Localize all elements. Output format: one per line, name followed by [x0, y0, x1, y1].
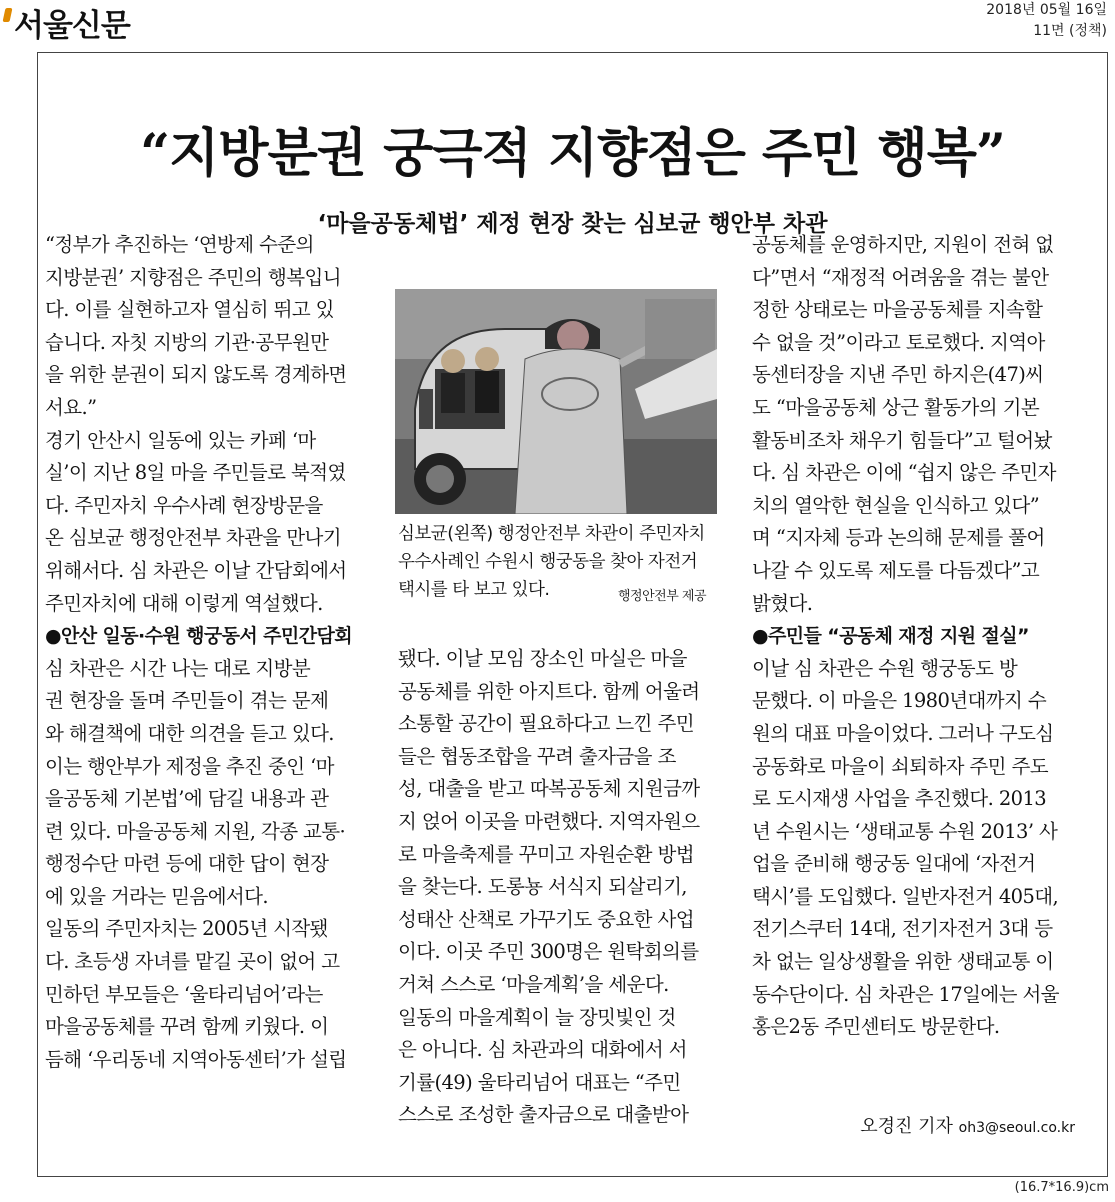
article-text-line: 마을공동체를 꾸려 함께 키웠다. 이 — [45, 1015, 329, 1039]
article-text-line: 와 해결책에 대한 의견을 듣고 있다. — [45, 721, 334, 745]
article-column-2 — [398, 643, 700, 1132]
article-text-line: 지방분권’ 지향점은 주민의 행복입니 — [45, 265, 341, 289]
article-text-line: 정한 상태로는 마을공동체를 지속할 — [752, 298, 1043, 322]
article-text-line: 민하던 부모들은 ‘울타리넘어’라는 — [45, 982, 323, 1006]
article-text-line: 나갈 수 있도록 제도를 다듬겠다”고 — [752, 558, 1040, 582]
article-text-line: 에 있을 거라는 믿음에서다. — [45, 884, 269, 908]
article-text-line: 홍은2동 주민센터도 방문한다. — [752, 1015, 1000, 1039]
article-text-line: 차 없는 일상생활을 위한 생태교통 이 — [752, 950, 1054, 974]
issue-date: 2018년 05월 16일 — [986, 2, 1107, 18]
article-text-line: 다. 이를 실현하고자 열심히 뛰고 있 — [45, 298, 334, 322]
article-text-line: 소통할 공간이 필요하다고 느낀 주민 — [398, 712, 694, 736]
article-text-line: 성, 대출을 받고 따복공동체 지원금까 — [398, 777, 700, 801]
article-text-line: 다”면서 “재정적 어려움을 겪는 불안 — [752, 265, 1049, 289]
reporter-email: oh3@seoul.co.kr — [958, 1120, 1075, 1136]
article-text-line: 택시’를 도입했다. 일반자전거 405대, — [752, 884, 1059, 908]
article-text-line: 됐다. 이날 모임 장소인 마실은 마을 — [398, 647, 687, 670]
photo-illustration — [395, 289, 717, 514]
article-text-line: 이다. 이곳 주민 300명은 원탁회의를 — [398, 940, 699, 964]
article-headline: “지방분권 궁극적 지향점은 주민 행복” — [140, 123, 1005, 184]
section-subheading: ●안산 일동·수원 행궁동서 주민간담회 — [45, 625, 352, 648]
article-text-line: 심 차관은 시간 나는 대로 지방분 — [45, 656, 311, 680]
article-text-line: 공동체를 위한 아지트다. 함께 어울려 — [398, 679, 700, 703]
photo-credit: 행정안전부 제공 — [618, 589, 707, 604]
article-text-line: 위해서다. 심 차관은 이날 간담회에서 — [45, 558, 347, 582]
article-text-line: 밝혔다. — [752, 591, 813, 615]
article-text-line: 공동화로 마을이 쇠퇴하자 주민 주도 — [752, 754, 1048, 778]
article-text-line: 이날 심 차관은 수원 행궁동도 방 — [752, 656, 1018, 680]
article-text-line: “정부가 추진하는 ‘연방제 수준의 — [45, 233, 314, 256]
article-text-line: 온 심보균 행정안전부 차관을 만나기 — [45, 526, 341, 550]
article-text-line: 년 수원시는 ‘생태교통 수원 2013’ 사 — [752, 819, 1058, 843]
article-subhead: ‘마을공동체법’ 제정 현장 찾는 심보균 행안부 차관 — [317, 211, 828, 237]
article-text-line: 을 위한 분권이 되지 않도록 경계하면 — [45, 363, 347, 387]
article-text-line: 문했다. 이 마을은 1980년대까지 수 — [752, 689, 1047, 713]
article-text-line: 치의 열악한 현실을 인식하고 있다” — [752, 493, 1040, 517]
article-text-line: 전기스쿠터 14대, 전기자전거 3대 등 — [752, 917, 1053, 941]
article-column-1 — [45, 229, 352, 1076]
article-text-line: 원의 대표 마을이었다. 그러나 구도심 — [752, 721, 1054, 745]
article-photo — [395, 289, 717, 514]
section-subheading: ●주민들 “공동체 재정 지원 절실” — [752, 625, 1029, 648]
article-text-line: 업을 준비해 행궁동 일대에 ‘자전거 — [752, 852, 1036, 876]
article-text-line: 서요.” — [45, 395, 97, 419]
article-text-line: 이는 행안부가 제정을 추진 중인 ‘마 — [45, 754, 334, 778]
caption-line: 택시를 타 보고 있다. — [398, 580, 550, 600]
article-text-line: 동센터장을 지낸 주민 하지은(47)씨 — [752, 363, 1044, 387]
article-text-line: 로 도시재생 사업을 추진했다. 2013 — [752, 787, 1047, 811]
article-text-line: 기률(49) 울타리넘어 대표는 “주민 — [398, 1070, 681, 1094]
article-text-line: 은 아니다. 심 차관과의 대화에서 서 — [398, 1038, 687, 1062]
caption-line: 심보균(왼쪽) 행정안전부 차관이 주민자치 — [398, 524, 705, 544]
article-text-line: 을공동체 기본법’에 담길 내용과 관 — [45, 787, 329, 811]
article-text-line: 지 얹어 이곳을 마련했다. 지역자원으 — [398, 809, 700, 833]
reporter-name: 오경진 기자 — [860, 1116, 953, 1137]
article-text-line: 스스로 조성한 출자금으로 대출받아 — [398, 1103, 689, 1127]
newspaper-name: 서울신문 — [14, 7, 130, 44]
photo-caption — [398, 520, 705, 604]
article-text-line: 권 현장을 돌며 주민들이 겪는 문제 — [45, 689, 329, 713]
article-text-line: 행정수단 마련 등에 대한 답이 현장 — [45, 852, 329, 876]
article-column-3 — [752, 229, 1059, 1044]
caption-line: 우수사례인 수원시 행궁동을 찾아 자전거 — [398, 552, 698, 572]
byline — [860, 1112, 1075, 1138]
article-text-line: 다. 초등생 자녀를 맡길 곳이 없어 고 — [45, 950, 340, 974]
logo-mark — [3, 8, 13, 22]
article-text-line: 며 “지자체 등과 논의해 문제를 풀어 — [752, 526, 1045, 550]
clipping-size: (16.7*16.9)cm — [1014, 1180, 1109, 1195]
article-text-line: 다. 주민자치 우수사례 현장방문을 — [45, 493, 323, 517]
article-text-line: 성태산 산책로 가꾸기도 중요한 사업 — [398, 907, 694, 931]
article-text-line: 다. 심 차관은 이에 “쉽지 않은 주민자 — [752, 461, 1056, 485]
article-text-line: 듬해 ‘우리동네 지역아동센터’가 설립 — [45, 1047, 347, 1071]
article-text-line: 실’이 지난 8일 마을 주민들로 북적였 — [45, 461, 346, 485]
article-text-line: 활동비조차 채우기 힘들다”고 털어놨 — [752, 428, 1052, 452]
article-text-line: 수 없을 것”이라고 토로했다. 지역아 — [752, 330, 1045, 354]
article-text-line: 도 “마을공동체 상근 활동가의 기본 — [752, 395, 1040, 419]
article-text-line: 일동의 주민자치는 2005년 시작됐 — [45, 917, 328, 941]
article-text-line: 들은 협동조합을 꾸려 출자금을 조 — [398, 744, 676, 768]
article-text-line: 련 있다. 마을공동체 지원, 각종 교통· — [45, 819, 346, 843]
article-text-line: 동수단이다. 심 차관은 17일에는 서울 — [752, 982, 1059, 1006]
article-text-line: 주민자치에 대해 이렇게 역설했다. — [45, 591, 323, 615]
article-text-line: 로 마을축제를 꾸미고 자원순환 방법 — [398, 842, 694, 866]
article-text-line: 공동체를 운영하지만, 지원이 전혀 없 — [752, 233, 1054, 256]
newspaper-masthead — [4, 0, 130, 44]
article-text-line: 경기 안산시 일동에 있는 카페 ‘마 — [45, 428, 316, 452]
issue-meta — [986, 0, 1107, 42]
article-text-line: 거쳐 스스로 ‘마을계획’을 세운다. — [398, 972, 669, 996]
article-text-line: 을 찾는다. 도롱뇽 서식지 되살리기, — [398, 875, 687, 899]
issue-page: 11면 (정책) — [1033, 23, 1107, 39]
article-text-line: 습니다. 자칫 지방의 기관·공무원만 — [45, 330, 329, 354]
article-text-line: 일동의 마을계획이 늘 장밋빛인 것 — [398, 1005, 676, 1029]
